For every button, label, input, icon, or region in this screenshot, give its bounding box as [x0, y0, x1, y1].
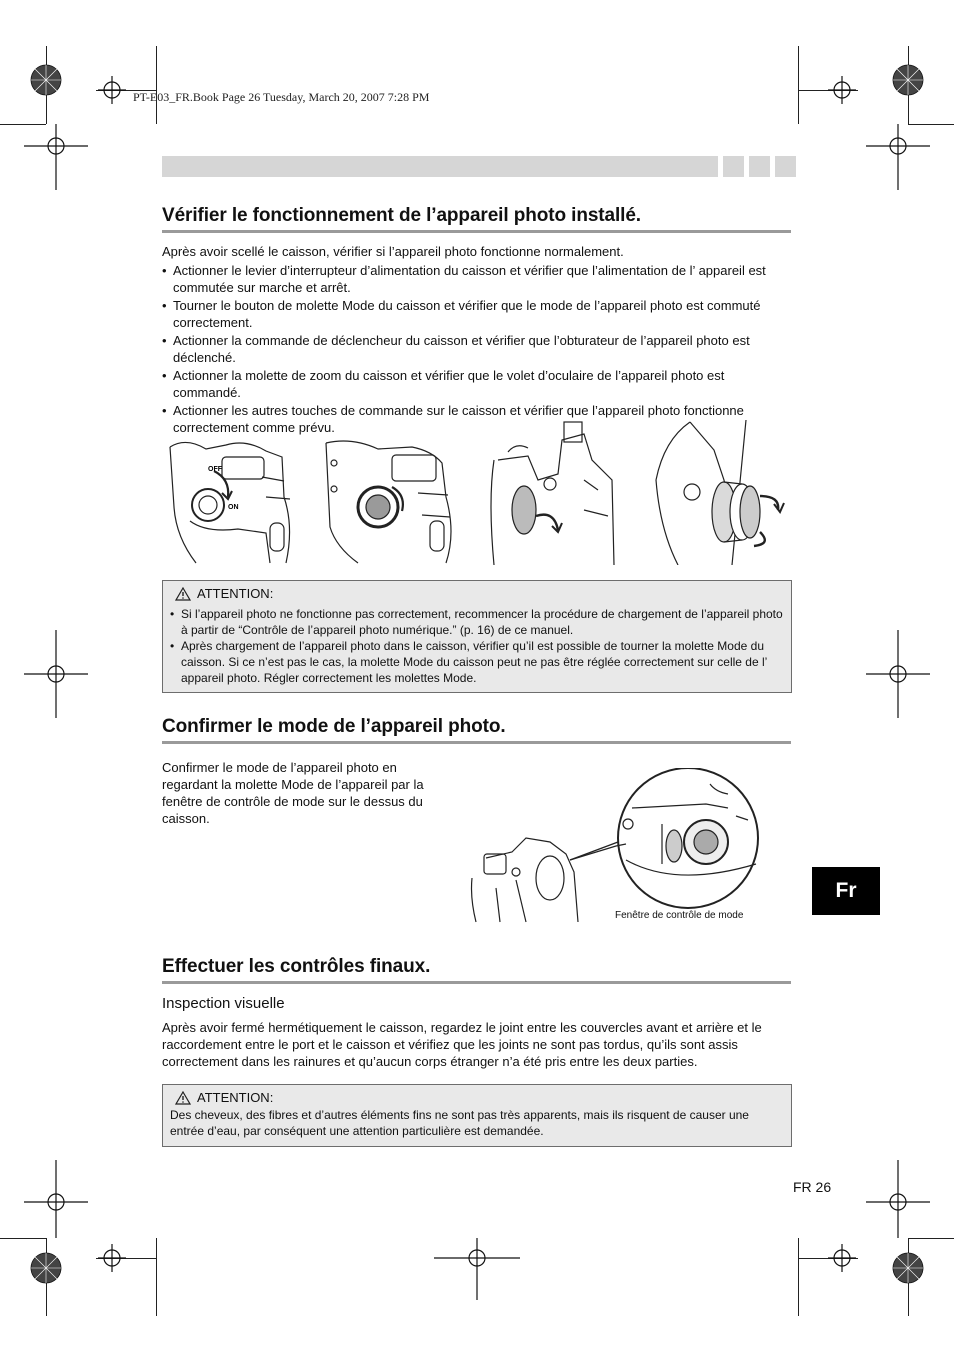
- language-tab: Fr: [812, 867, 880, 915]
- attention-box: [162, 1084, 792, 1147]
- check-list: [162, 262, 794, 437]
- header-square: [749, 156, 770, 177]
- mode-window-caption: Fenêtre de contrôle de mode: [615, 910, 744, 921]
- off-label: OFF: [208, 466, 222, 473]
- section-title: Vérifier le fonctionnement de l’appareil photo installé.: [162, 205, 641, 226]
- list-item: • Tourner le bouton de molette Mode du caisson et vérifier que le mode de l’appareil photo est commuté correctement.: [162, 297, 794, 331]
- list-item: • Actionner la molette de zoom du caisson et vérifier que le volet d’oculaire de l’appareil photo est commandé.: [162, 367, 794, 401]
- section-title: Effectuer les contrôles finaux.: [162, 956, 431, 977]
- illustration-zoom-knob: [654, 420, 786, 565]
- attention-header: [175, 586, 273, 602]
- list-item: • Après chargement de l’appareil photo dans le caisson, vérifier qu’il est possible de tourner la molette Mode du caisson. Si ce n’est pas le cas, la molette Mode du caisson peut ne pas être réglée correctement sur celle de l’ appareil photo. Régler correctement les molettes Mode.: [170, 638, 783, 686]
- section-rule: [162, 981, 791, 984]
- illustration-shutter: [488, 420, 616, 565]
- intro-paragraph: Après avoir scellé le caisson, vérifier si l’appareil photo fonctionne normalement.: [162, 244, 624, 259]
- list-item: • Actionner le levier d’interrupteur d’alimentation du caisson et vérifier que l’alimentation de l’ appareil est commutée sur marche et arrêt.: [162, 262, 794, 296]
- list-item: • Actionner la commande de déclencheur du caisson et vérifier que l’obturateur de l’appareil photo est déclenché.: [162, 332, 794, 366]
- section-title: Confirmer le mode de l’appareil photo.: [162, 716, 506, 737]
- on-label: ON: [228, 504, 239, 511]
- warning-icon: [175, 1091, 191, 1105]
- subsection-title: Inspection visuelle: [162, 995, 285, 1012]
- illustration-power-lever: [166, 437, 300, 565]
- attention-label: ATTENTION:: [197, 586, 274, 601]
- warning-icon: [175, 587, 191, 601]
- header-bar: [162, 156, 718, 177]
- illustration-mode-window: [466, 768, 770, 924]
- list-item: • Actionner les autres touches de commande sur le caisson et vérifier que l’appareil photo fonctionne correctement comme prévu.: [162, 402, 794, 436]
- section-rule: [162, 230, 791, 233]
- list-item: • Si l’appareil photo ne fonctionne pas correctement, recommencer la procédure de chargement de l’appareil photo à partir de “Contrôle de l’appareil photo numérique.” (p. 16) de ce manuel.: [170, 606, 783, 638]
- mode-paragraph: Confirmer le mode de l’appareil photo en regardant la molette Mode de l’appareil par la fenêtre de contrôle de mode sur le dessus du caisson.: [162, 760, 424, 826]
- illustration-mode-dial: [322, 437, 464, 565]
- attention-box: [162, 580, 792, 693]
- attention-label: ATTENTION:: [197, 1090, 274, 1105]
- print-header: PT-E03_FR.Book Page 26 Tuesday, March 20, 2007 7:28 PM: [133, 90, 430, 104]
- attention-list: [170, 606, 783, 686]
- section-rule: [162, 741, 791, 744]
- header-square: [775, 156, 796, 177]
- attention-text: Des cheveux, des fibres et d’autres éléments fins ne sont pas très apparents, mais ils risquent de causer une entrée d’eau, par conséquent une attention particulière est demandée.: [170, 1108, 749, 1138]
- inspection-paragraph: Après avoir fermé hermétiquement le caisson, regardez le joint entre les couvercles avant et arrière et le raccordement entre le port et le caisson et vérifiez que les joints ne sont pas tordus, qu’ils sont assis correctement dans les rainures et qu’aucun corps étranger n’a été pris entre les deux parties.: [162, 1020, 762, 1069]
- attention-header: [175, 1090, 273, 1106]
- page-number: FR 26: [793, 1179, 832, 1195]
- header-square: [723, 156, 744, 177]
